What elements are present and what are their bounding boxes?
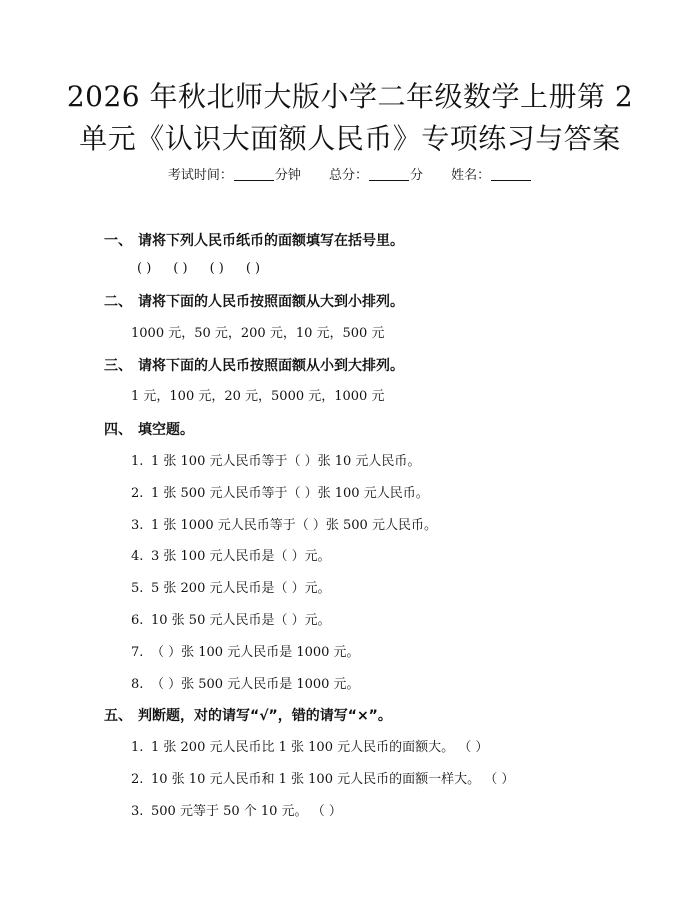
judge-question: 1. 1 张 200 元人民币比 1 张 100 元人民币的面额大。 （ ）: [131, 740, 489, 755]
section-1-parens: [137, 259, 282, 279]
score-blank: [369, 166, 409, 181]
exam-name: 姓名：: [451, 168, 532, 183]
exam-score: 总分： 分: [328, 168, 424, 183]
judge-question: 2. 10 张 10 元人民币和 1 张 100 元人民币的面额一样大。 （ ）: [131, 772, 515, 787]
exam-time: 考试时间： 分钟: [167, 168, 301, 183]
fill-question: 8. （ ）张 500 元人民币是 1000 元。: [131, 677, 360, 692]
fill-question: 7. （ ）张 100 元人民币是 1000 元。: [131, 645, 360, 660]
document-title-line-2: 单元《认识大面额人民币》专项练习与答案: [79, 122, 621, 155]
fill-question: 1. 1 张 100 元人民币等于（ ）张 10 元人民币。: [131, 454, 421, 469]
paren-blank: ( ): [173, 261, 188, 276]
section-1-heading: 一、 请将下列人民币纸币的面额填写在括号里。: [104, 233, 404, 249]
section-2-money-list: 1000 元，50 元，200 元，10 元，500 元: [131, 326, 385, 341]
paren-blank: ( ): [209, 261, 224, 276]
section-4-heading: 四、 填空题。: [104, 422, 194, 438]
fill-question: 5. 5 张 200 元人民币是（ ）元。: [131, 581, 331, 596]
name-blank: [491, 166, 531, 181]
exam-meta: [0, 166, 700, 186]
fill-question: 6. 10 张 50 元人民币是（ ）元。: [131, 613, 331, 628]
time-blank: [234, 166, 274, 181]
fill-question: 3. 1 张 1000 元人民币等于（ ）张 500 元人民币。: [131, 518, 437, 533]
fill-question: 2. 1 张 500 元人民币等于（ ）张 100 元人民币。: [131, 486, 429, 501]
paren-blank: ( ): [245, 261, 261, 276]
section-5-heading: 五、 判断题，对的请写“√”，错的请写“×”。: [104, 708, 392, 724]
section-3-heading: 三、 请将下面的人民币按照面额从小到大排列。: [104, 358, 404, 374]
document-title-line-1: 2026 年秋北师大版小学二年级数学上册第 2: [66, 80, 634, 113]
section-2-heading: 二、 请将下面的人民币按照面额从大到小排列。: [104, 294, 404, 310]
paren-blank: ( ): [137, 261, 152, 276]
judge-question: 3. 500 元等于 50 个 10 元。 （ ）: [131, 804, 342, 819]
section-3-money-list: 1 元，100 元，20 元，5000 元，1000 元: [131, 389, 385, 404]
fill-question: 4. 3 张 100 元人民币是（ ）元。: [131, 549, 331, 564]
